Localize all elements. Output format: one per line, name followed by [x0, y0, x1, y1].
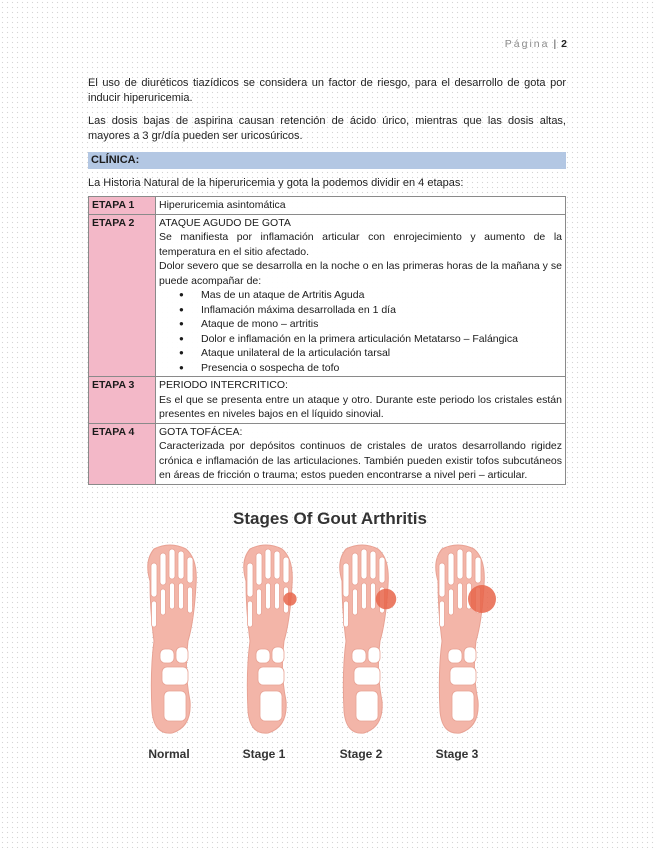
foot-3 [436, 545, 496, 733]
metatarsal-bone [458, 583, 463, 609]
stage-description [156, 197, 566, 215]
page-number-header [505, 38, 567, 50]
intro-text: La Historia Natural de la hiperuricemia y gota la podemos dividir en 4 etapas: [88, 177, 464, 189]
stage-text: Es el que se presenta entre un ataque y otro. Durante este periodo los cristales están presentes en niveles bajos en el líquido sinovial. [159, 393, 562, 420]
toe-bone [169, 549, 175, 579]
stage-label-normal: Normal [148, 747, 190, 761]
toe-bone [475, 557, 481, 583]
metatarsal-bone [353, 589, 358, 615]
toe-bone [343, 563, 349, 597]
stage-description [156, 214, 566, 377]
toe-bone [361, 549, 367, 579]
metatarsal-bone [179, 583, 184, 609]
stage-label-2: Stage 2 [339, 747, 383, 761]
tarsal-bone [448, 649, 462, 663]
stage-label: ETAPA 1 [89, 197, 156, 215]
stage-label-3: Stage 3 [435, 747, 479, 761]
toe-bone [379, 557, 385, 583]
table-row [89, 197, 566, 215]
foot-1 [244, 545, 297, 733]
metatarsal-bone [449, 589, 454, 615]
stage-text: Se manifiesta por inflamación articular con enrojecimiento y aumento de la temperatura en el sitio afectado. [159, 231, 562, 258]
inflammation-spot [283, 592, 296, 605]
toe-bone [256, 553, 262, 585]
tarsal-bone [356, 691, 378, 721]
toe-bone [283, 557, 289, 583]
toe-bone [466, 551, 472, 579]
foot-0 [148, 545, 197, 733]
stage-title: GOTA TOFÁCEA: [159, 425, 243, 438]
symptom-list [159, 288, 562, 375]
paragraph-aspirin: Las dosis bajas de aspirina causan retención de ácido úrico, mientras que las dosis altas, mayores a 3 gr/día pueden ser uricosúricos. [88, 115, 566, 142]
stage-text: Caracterizada por depósitos continuos de cristales de uratos desarrollando rigidez crónica e inflamación de las articulaciones. También pueden existir tofos subcutáneos en áreas de fricción o trauma; estos pueden encontrarse a nivel peri – articular. [159, 440, 562, 481]
toe-bone [370, 551, 376, 579]
list-item: ● Inflamación máxima desarrollada en 1 día [179, 303, 562, 318]
metatarsal-bone [344, 601, 349, 627]
tarsal-bone [464, 647, 476, 663]
tarsal-bone [160, 649, 174, 663]
tarsal-bone [352, 649, 366, 663]
stage-label: ETAPA 2 [89, 214, 156, 377]
stage-title: Hiperuricemia asintomática [159, 199, 286, 211]
metatarsal-bone [248, 601, 253, 627]
stage-title: ATAQUE AGUDO DE GOTA [159, 216, 291, 229]
toe-bone [448, 553, 454, 585]
metatarsal-bone [362, 583, 367, 609]
metatarsal-bone [275, 583, 280, 609]
tarsal-bone [452, 691, 474, 721]
tarsal-bone [260, 691, 282, 721]
tarsal-bone [176, 647, 188, 663]
tarsal-bone [354, 667, 380, 685]
metatarsal-bone [170, 583, 175, 609]
page-separator: | [553, 38, 557, 50]
metatarsal-bone [188, 587, 193, 613]
metatarsal-bone [440, 601, 445, 627]
foot-2 [340, 545, 397, 733]
metatarsal-bone [266, 583, 271, 609]
toe-bone [160, 553, 166, 585]
toe-bone [151, 563, 157, 597]
list-item: ● Presencia o sospecha de tofo [179, 361, 562, 376]
list-item: ● Mas de un ataque de Artritis Aguda [179, 288, 562, 303]
toe-bone [265, 549, 271, 579]
metatarsal-bone [161, 589, 166, 615]
table-row [89, 377, 566, 424]
metatarsal-bone [152, 601, 157, 627]
page-number: 2 [561, 38, 567, 50]
section-heading-clinica: CLÍNICA: [88, 152, 566, 169]
toe-bone [247, 563, 253, 597]
stages-table [88, 196, 566, 485]
page-word: Página [504, 38, 550, 50]
tarsal-bone [164, 691, 186, 721]
toe-bone [352, 553, 358, 585]
stage-label-1: Stage 1 [242, 747, 286, 761]
figure-title: Stages Of Gout Arthritis [233, 509, 427, 528]
metatarsal-bone [371, 583, 376, 609]
list-item: ● Ataque de mono – artritis [179, 317, 562, 332]
stage-title: PERIODO INTERCRITICO: [159, 379, 288, 391]
document-body [88, 76, 566, 485]
table-row [89, 214, 566, 377]
list-item: ● Ataque unilateral de la articulación tarsal [179, 346, 562, 361]
stage-label: ETAPA 4 [89, 423, 156, 484]
inflammation-spot [376, 589, 397, 610]
tarsal-bone [256, 649, 270, 663]
toe-bone [457, 549, 463, 579]
tarsal-bone [272, 647, 284, 663]
paragraph-diuretics: El uso de diuréticos tiazídicos se considera un factor de riesgo, para el desarrollo de gota por inducir hiperuricemia. [88, 77, 566, 104]
metatarsal-bone [257, 589, 262, 615]
tarsal-bone [258, 667, 284, 685]
stage-description [156, 423, 566, 484]
toe-bone [439, 563, 445, 597]
inflammation-spot [468, 585, 496, 613]
toe-bone [187, 557, 193, 583]
gout-stages-figure [130, 505, 530, 775]
list-item: ● Dolor e inflamación en la primera articulación Metatarso – Falángica [179, 332, 562, 347]
stage-text: Dolor severo que se desarrolla en la noche o en las primeras horas de la mañana y se puede acompañar de: [159, 260, 562, 287]
stage-label: ETAPA 3 [89, 377, 156, 424]
tarsal-bone [368, 647, 380, 663]
tarsal-bone [450, 667, 476, 685]
foot-illustrations [130, 541, 530, 741]
toe-bone [274, 551, 280, 579]
toe-bone [178, 551, 184, 579]
stage-description [156, 377, 566, 424]
table-row [89, 423, 566, 484]
tarsal-bone [162, 667, 188, 685]
